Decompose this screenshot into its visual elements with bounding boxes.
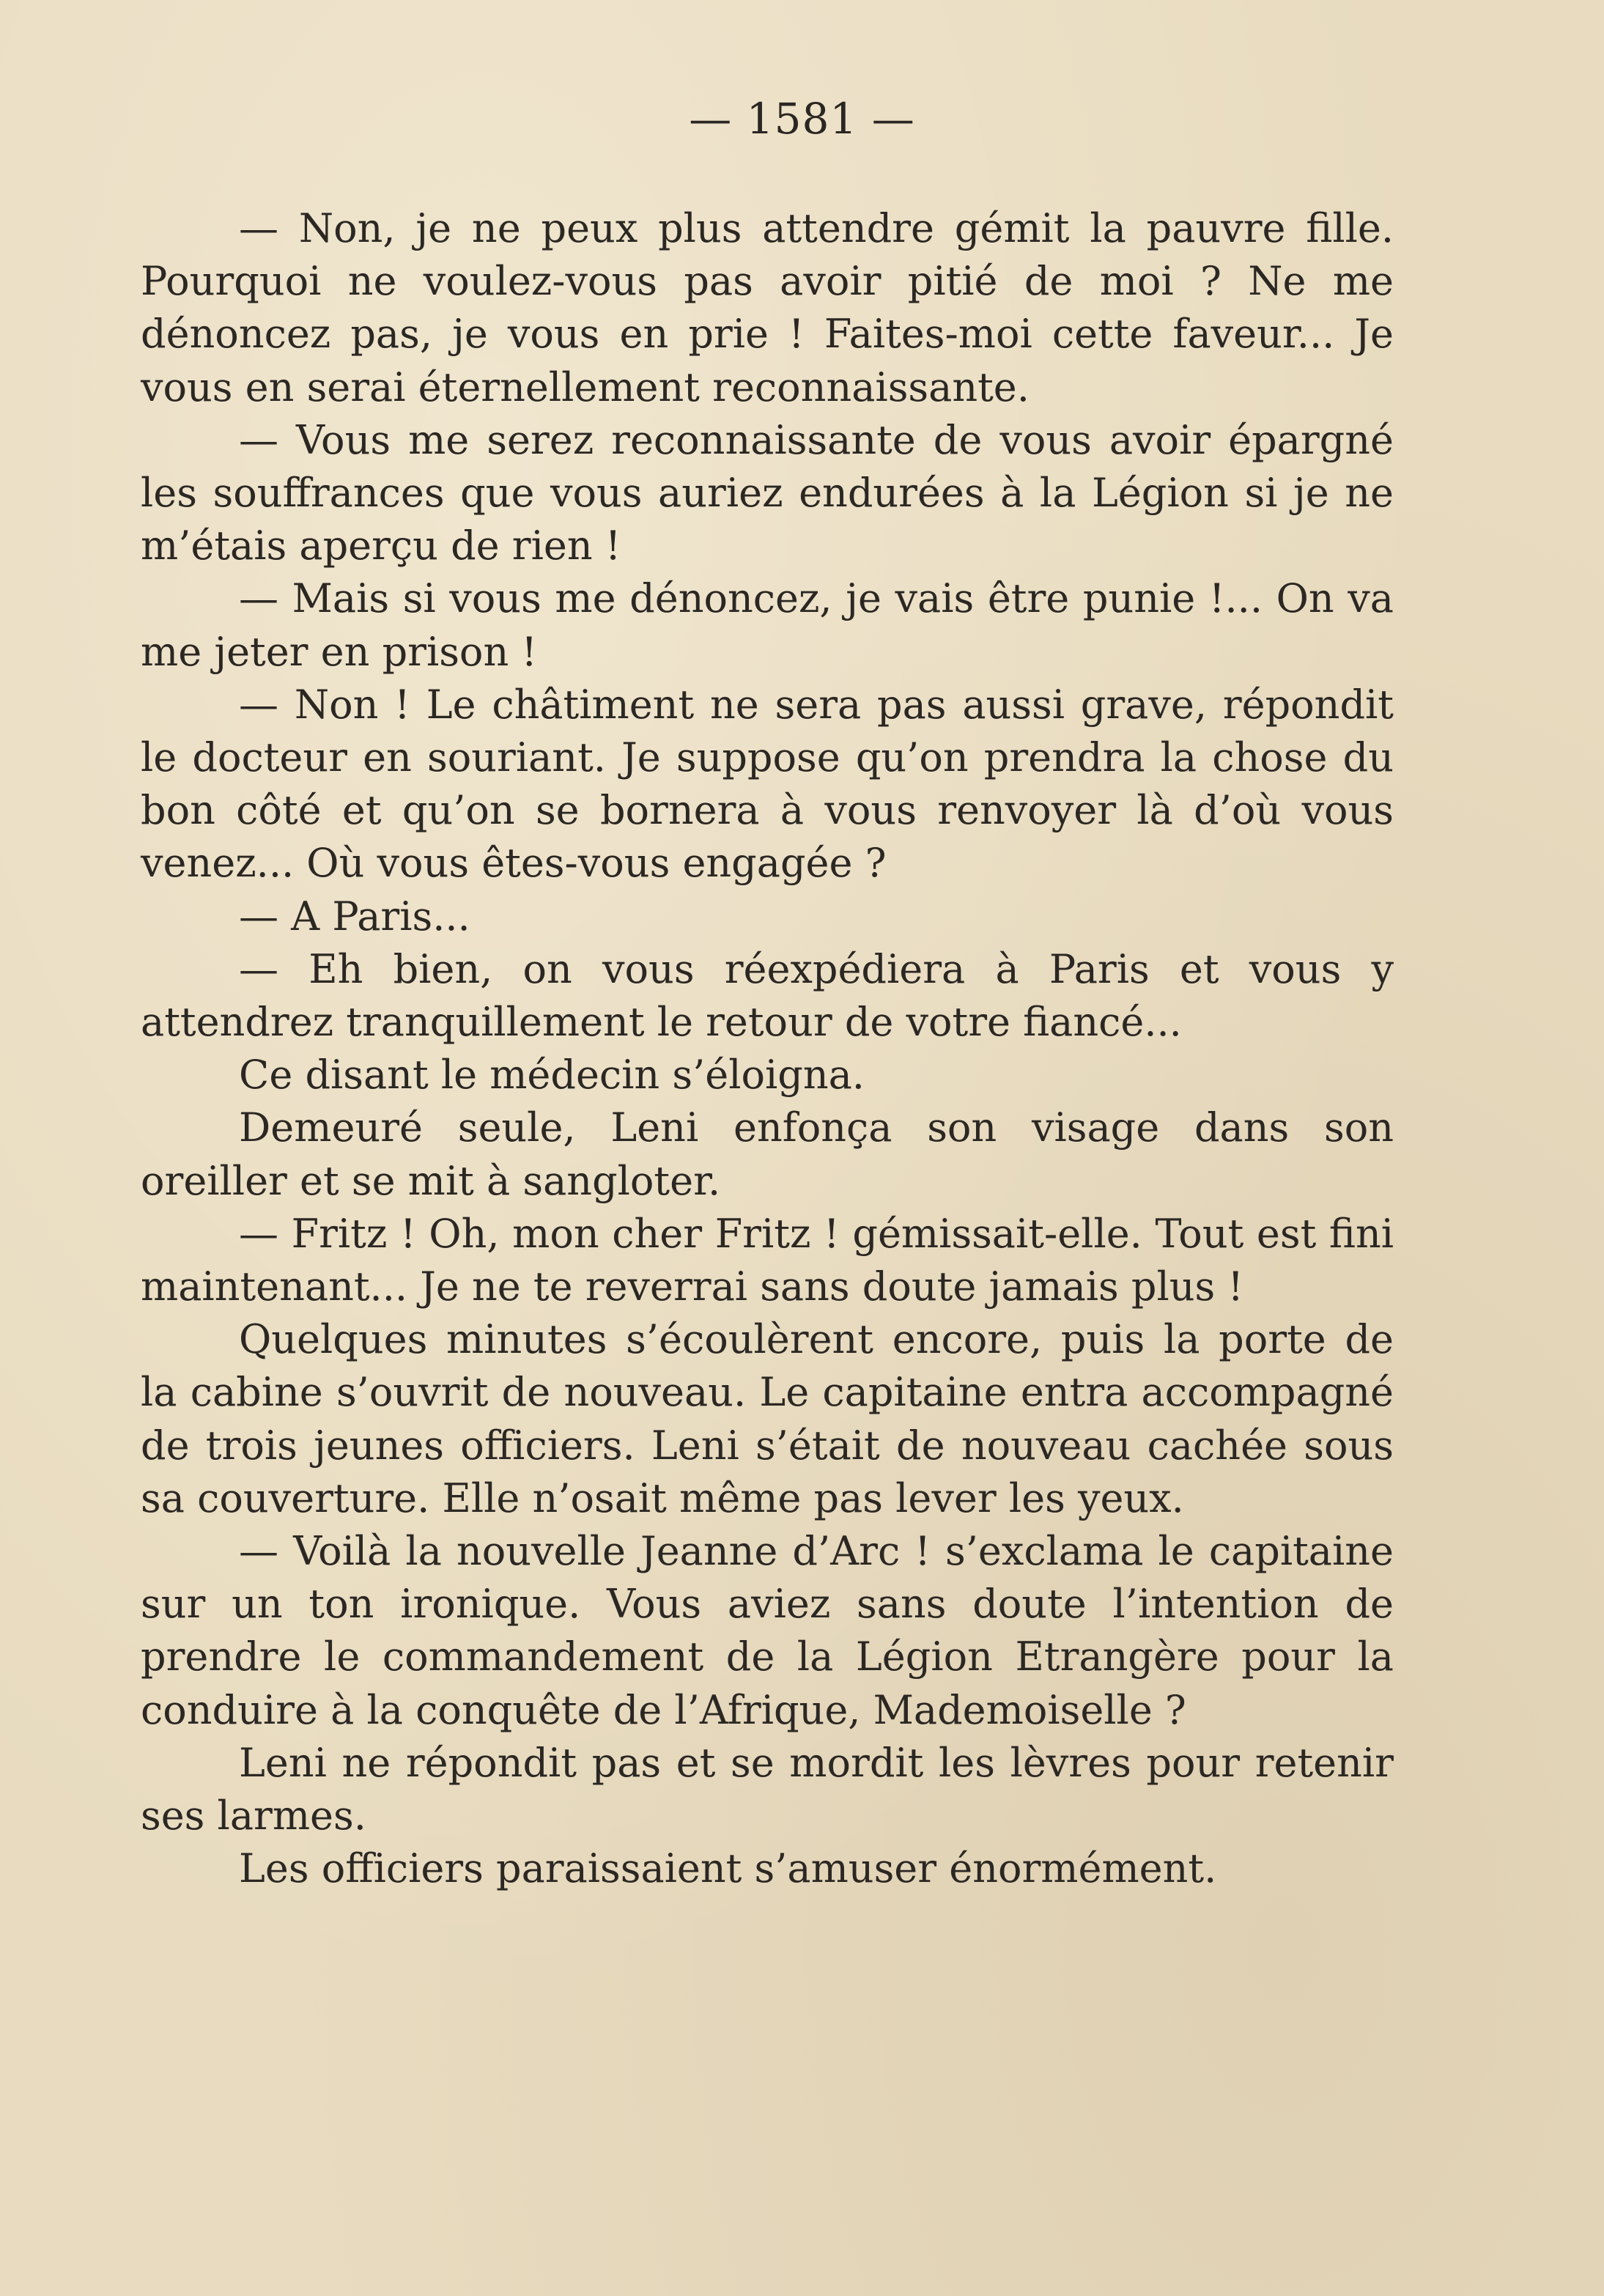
paragraph: — Vous me serez reconnaissante de vous avoir épargné les souffrances que vous auriez endurées à la Légion si je ne m’étais aperçu de rien ! [141,416,1394,569]
paragraph: Les officiers paraissaient s’amuser énormément. [239,1845,1217,1892]
paragraph: — Non, je ne peux plus attendre gémit la pauvre fille. Pourquoi ne voulez-vous pas avoir pitié de moi ? Ne me dénoncez pas, je vous en prie ! Faites-moi cette faveur... Je vous en serai éternellement reconnaissante. [141,205,1394,410]
paragraph: Leni ne répondit pas et se mordit les lèvres pour retenir ses larmes. [141,1739,1394,1839]
paragraph: — Mais si vous me dénoncez, je vais être punie !... On va me jeter en prison ! [141,575,1394,675]
paragraph: Quelques minutes s’écoulèrent encore, puis la porte de la cabine s’ouvrit de nouveau. Le capitaine entra accompagné de trois jeunes officiers. Leni s’était de nouveau cachée sous sa couverture. Elle n’osait même pas lever les yeux. [141,1316,1394,1521]
paragraph: — A Paris... [239,893,470,940]
paragraph: Demeuré seule, Leni enfonça son visage dans son oreiller et se mit à sangloter. [141,1104,1394,1204]
body-text [141,202,1394,1896]
page-number: — 1581 — [689,94,915,144]
paragraph: — Eh bien, on vous réexpédiera à Paris et vous y attendrez tranquillement le retour de votre fiancé... [141,945,1394,1046]
paragraph: — Non ! Le châtiment ne sera pas aussi grave, répondit le docteur en souriant. Je suppose qu’on prendra la chose du bon côté et qu’on se bornera à vous renvoyer là d’où vous venez... Où vous êtes-vous engagée ? [141,681,1394,887]
paragraph: — Fritz ! Oh, mon cher Fritz ! gémissait-elle. Tout est fini maintenant... Je ne te reverrai sans doute jamais plus ! [141,1210,1394,1310]
paragraph: Ce disant le médecin s’éloigna. [239,1052,865,1099]
paragraph: — Voilà la nouvelle Jeanne d’Arc ! s’exclama le capitaine sur un ton ironique. Vous aviez sans doute l’intention de prendre le commandement de la Légion Etrangère pour la conduire à la conquête de l’Afrique, Mademoiselle ? [141,1528,1394,1733]
